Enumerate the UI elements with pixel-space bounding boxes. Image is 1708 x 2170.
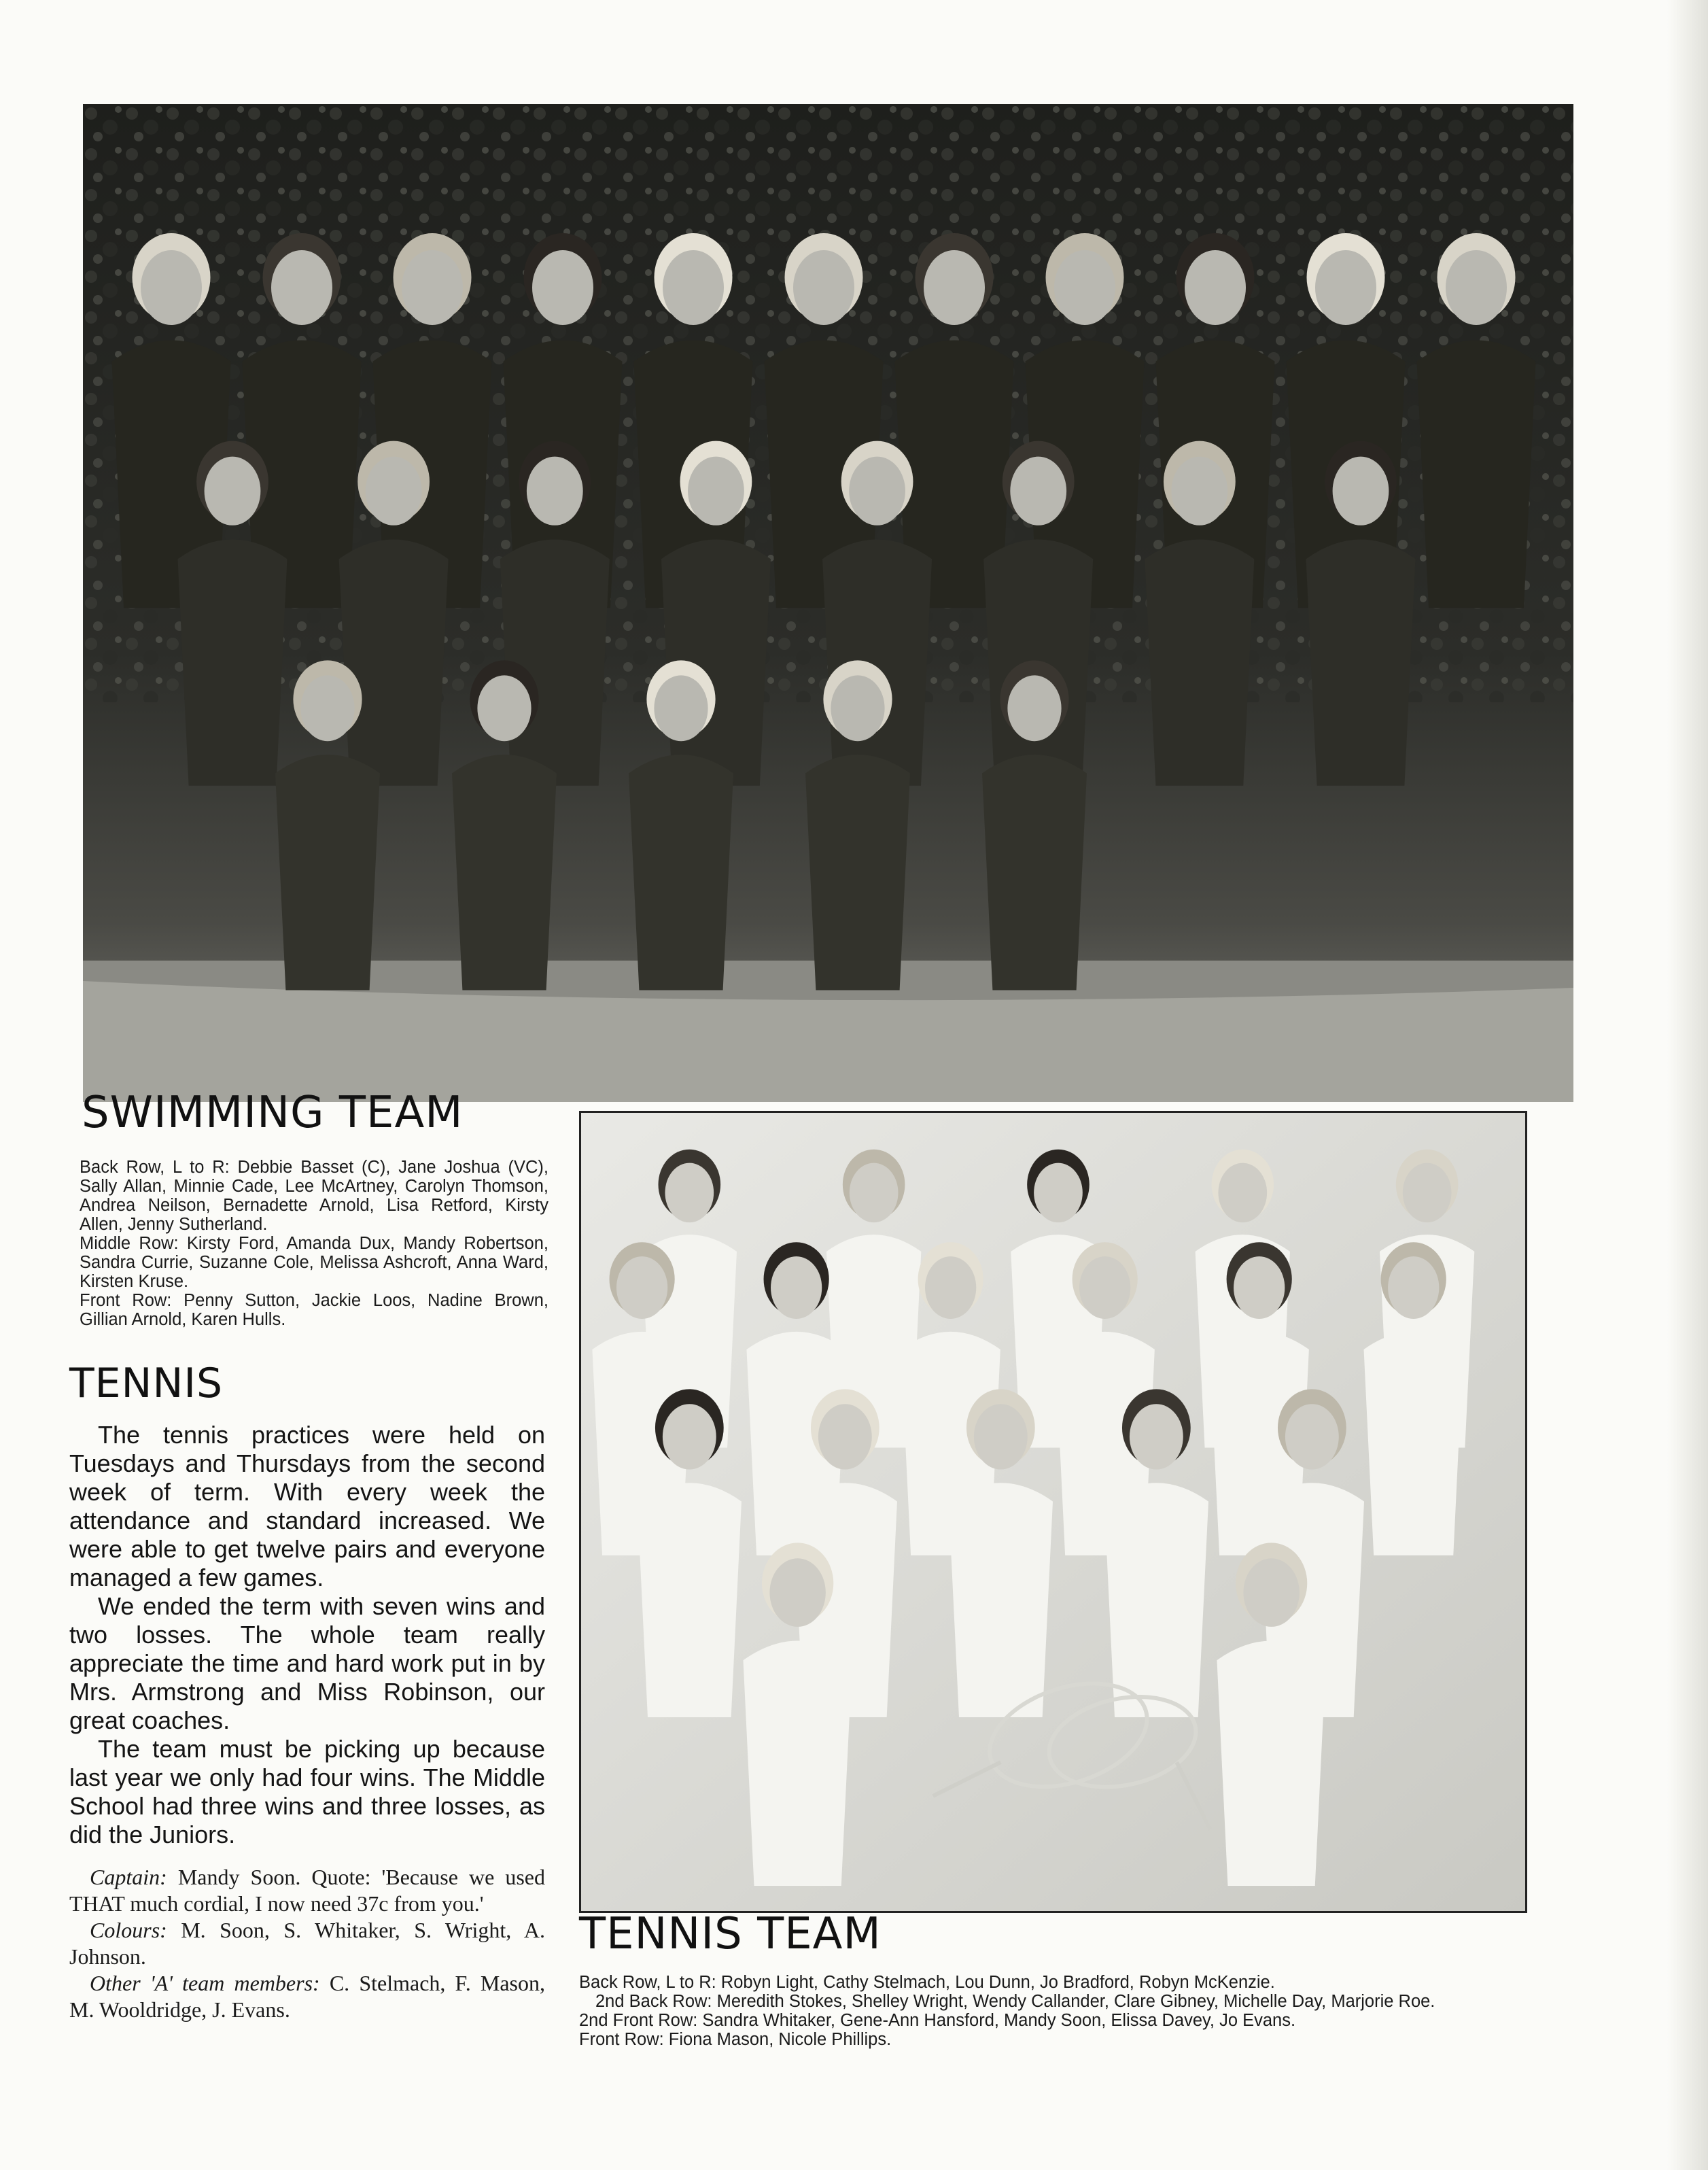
swim-caption-back-row: Back Row, L to R: Debbie Basset (C), Jane Joshua (VC), Sally Allan, Minnie Cade, Lee McArtney, Carolyn Thomson, Andrea Neilson, Bernadette Arnold, Lisa Retford, Kirsty Allen, Jenny Sutherland. bbox=[80, 1158, 548, 1234]
page-edge bbox=[1667, 0, 1708, 2170]
colours-text: M. Soon, S. Whitaker, S. Wright, A. Johnson. bbox=[69, 1918, 545, 1969]
tennis-team-heading: TENNIS TEAM bbox=[579, 1909, 882, 1959]
other-members-credit bbox=[69, 1970, 545, 2023]
tennis-caption-2nd-back-row: 2nd Back Row: Meredith Stokes, Shelley Wright, Wendy Callander, Clare Gibney, Michelle Day, Marjorie Roe. bbox=[595, 1992, 1435, 2011]
swimming-team-caption bbox=[80, 1158, 548, 1329]
swimming-team-photo bbox=[83, 104, 1573, 1102]
tennis-heading: TENNIS bbox=[69, 1360, 224, 1407]
tennis-team-caption bbox=[579, 1973, 1531, 2049]
captain-text: Mandy Soon. Quote: 'Because we used THAT much cordial, I now need 37c from you.' bbox=[69, 1865, 545, 1916]
tennis-credits bbox=[69, 1864, 545, 2023]
other-members-text: C. Stelmach, F. Mason, M. Wooldridge, J. Evans. bbox=[69, 1971, 546, 2022]
swimming-team-heading: SWIMMING TEAM bbox=[82, 1088, 464, 1138]
swim-caption-front-row: Front Row: Penny Sutton, Jackie Loos, Nadine Brown, Gillian Arnold, Karen Hulls. bbox=[80, 1291, 548, 1329]
tennis-caption-2nd-front-row: 2nd Front Row: Sandra Whitaker, Gene-Ann Hansford, Mandy Soon, Elissa Davey, Jo Evans. bbox=[579, 2011, 1296, 2030]
captain-credit bbox=[69, 1864, 545, 1917]
colours-label: Colours: bbox=[90, 1918, 167, 1942]
tennis-paragraph: The team must be picking up because last year we only had four wins. The Middle School had three wins and three losses, as did the Juniors. bbox=[69, 1735, 545, 1848]
colours-credit bbox=[69, 1917, 545, 1970]
swim-caption-middle-row: Middle Row: Kirsty Ford, Amanda Dux, Mandy Robertson, Sandra Currie, Suzanne Cole, Melissa Ashcroft, Anna Ward, Kirsten Kruse. bbox=[80, 1234, 548, 1291]
tennis-paragraph: We ended the term with seven wins and two losses. The whole team really appreciate the time and hard work put in by Mrs. Armstrong and Miss Robinson, our great coaches. bbox=[69, 1592, 545, 1734]
captain-label: Captain: bbox=[90, 1865, 167, 1889]
other-members-label: Other 'A' team members: bbox=[90, 1971, 320, 1995]
tennis-article bbox=[69, 1421, 545, 1849]
tennis-caption-front-row: Front Row: Fiona Mason, Nicole Phillips. bbox=[579, 2030, 892, 2049]
tennis-team-photo bbox=[579, 1111, 1527, 1913]
tennis-caption-back-row: Back Row, L to R: Robyn Light, Cathy Stelmach, Lou Dunn, Jo Bradford, Robyn McKenzie. bbox=[579, 1973, 1275, 1992]
tennis-paragraph: The tennis practices were held on Tuesdays and Thursdays from the second week of term. With every week the attendance and standard increased. We were able to get twelve pairs and everyone managed a few games. bbox=[69, 1421, 545, 1591]
